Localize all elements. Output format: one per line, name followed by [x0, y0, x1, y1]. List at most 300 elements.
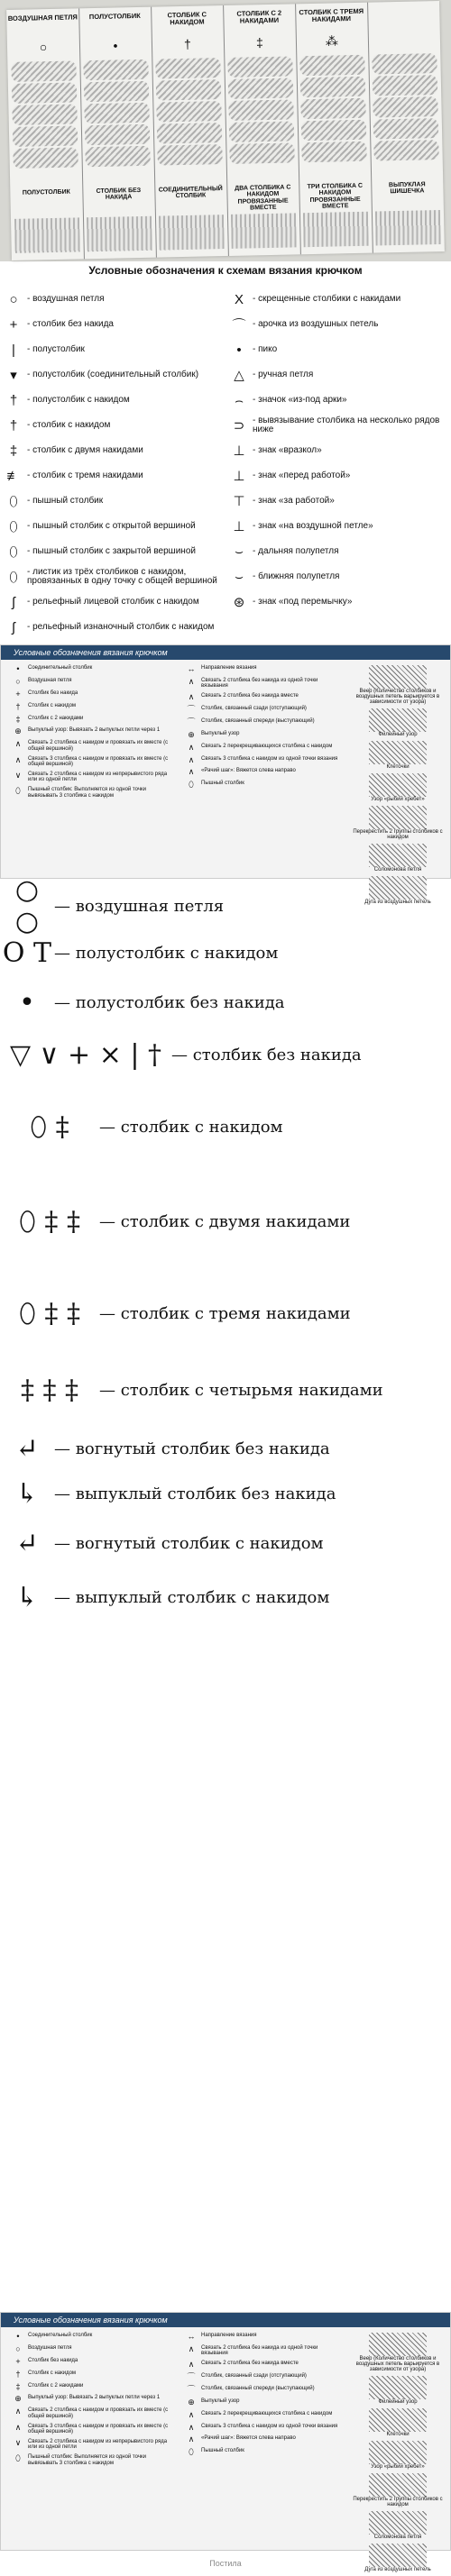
- legend-table-text: Столбик с накидом: [28, 702, 77, 708]
- legend-table-row: [181, 2435, 344, 2444]
- legend-table-text: Столбик, связанный спереди (выступающий): [201, 717, 315, 724]
- big-legend-text: — столбик без накида: [171, 1045, 362, 1064]
- pattern-diagram-label: Дуга из воздушных петель: [364, 2567, 431, 2572]
- poster-column: [367, 1, 445, 253]
- stitch-photo: [14, 217, 80, 252]
- legend-right-column: [226, 287, 451, 615]
- legend-table-row: [8, 756, 170, 768]
- stitch-symbol-icon: ⌣: [235, 569, 244, 585]
- legend-table-header: Условные обозначения вязания крючком: [1, 2313, 450, 2327]
- stitch-symbol-icon: ⬯: [15, 2453, 21, 2462]
- legend-row: [226, 388, 451, 413]
- stitch-symbol-icon: ∧: [14, 754, 22, 764]
- stitch-symbol-icon: ⊤: [233, 494, 245, 509]
- legend-table-1: [0, 644, 451, 905]
- legend-table-text: Столбик, связанный сзади (отступающий): [201, 2372, 307, 2379]
- legend-table-row: [181, 2398, 344, 2407]
- legend-table-diagrams: [353, 2333, 443, 2576]
- legend-table-text: Пышный столбик: Выполняется из одной точки вывязывать 3 столбика с накидом: [28, 786, 146, 799]
- pattern-diagram-label: Перекрестить 2 группы столбиков с накидом: [353, 829, 443, 840]
- legend-table-text: Соединительный столбик: [28, 2333, 93, 2338]
- poster-column: [151, 5, 229, 258]
- pattern-diagram: [353, 665, 443, 705]
- legend-table-row: [8, 2395, 170, 2404]
- stitch-symbol-icon: •: [19, 987, 35, 1019]
- stitch-symbol-icon: ⬯ ‡ ‡: [19, 1205, 80, 1238]
- poster-column-caption: СОЕДИНИТЕЛЬНЫЙ СТОЛБИК: [158, 186, 223, 200]
- pattern-diagram: [353, 773, 443, 802]
- legend-table-text: Пышный столбик: [201, 2448, 244, 2454]
- pattern-diagram: [353, 844, 443, 872]
- pattern-diagram-art: [369, 2333, 427, 2356]
- legend-text: - знак «вразкол»: [253, 444, 322, 455]
- big-legend-text: — воздушная петля: [54, 896, 225, 916]
- stitch-symbol-icon: +: [9, 316, 18, 333]
- pattern-diagram: [353, 708, 443, 737]
- legend-row: [226, 413, 451, 438]
- legend-table-row: [181, 768, 344, 777]
- stitch-symbol-icon: ○: [39, 40, 48, 55]
- legend-text: - полустолбик: [27, 343, 85, 354]
- stitch-symbol-icon: ∧: [188, 2422, 195, 2432]
- legend-row: [0, 362, 226, 388]
- legend-table-text: Связать 2 столбика с накидом из непрерывистого ряда или из одной петли: [28, 2438, 168, 2451]
- legend-table-text: Связать 3 столбика с накидом из одной точки вязания: [201, 2423, 338, 2429]
- big-legend-text: — полустолбик с накидом: [54, 944, 279, 963]
- legend-table-text: Столбик с 2 накидами: [28, 2382, 84, 2389]
- stitch-symbol-icon: ⊕: [14, 726, 22, 736]
- poster-column-title: СТОЛБИК С 2 НАКИДАМИ: [236, 8, 282, 25]
- legend-table-row: [181, 731, 344, 740]
- stitch-symbol-icon: †: [9, 417, 18, 434]
- legend-row: [226, 514, 451, 539]
- big-legend-text: — столбик с накидом: [99, 1117, 283, 1137]
- stitch-symbol-icon: •: [236, 342, 242, 358]
- stitch-symbol-icon: ○: [15, 676, 21, 686]
- poster-column-caption: СТОЛБИК БЕЗ НАКИДА: [96, 187, 142, 202]
- legend-table-row: [181, 2386, 344, 2395]
- legend-text: - рельефный лицевой столбик с накидом: [27, 596, 199, 607]
- legend-table-row: [181, 744, 344, 753]
- legend-table-diagrams: [353, 665, 443, 909]
- poster-column-caption: ДВА СТОЛБИКА С НАКИДОМ ПРОВЯЗАННЫЕ ВМЕСТЕ: [235, 184, 291, 212]
- pattern-diagram: [353, 2333, 443, 2372]
- legend-table-row: [181, 2424, 344, 2433]
- legend-table-column: [8, 2333, 170, 2470]
- stitch-symbol-icon: ∧: [188, 2360, 195, 2370]
- poster-column-title: [367, 6, 439, 8]
- legend-row: [0, 539, 226, 564]
- big-legend-text: — столбик с двумя накидами: [99, 1211, 351, 1231]
- legend-table-row: [8, 2358, 170, 2367]
- stitch-symbol-icon: O T: [2, 937, 52, 969]
- step-illustrations: [227, 54, 295, 181]
- poster-column-title: ПОЛУСТОЛБИК: [88, 11, 141, 22]
- stitch-symbol-icon: ⬯ ‡: [30, 1110, 69, 1143]
- legend-table-text: Связать 2 столбика с накидом и провязать их вместе (с общей вершиной): [28, 2407, 169, 2419]
- legend-table-row: [8, 2454, 170, 2466]
- legend-row: [0, 287, 226, 312]
- stitch-symbol-icon: ‡: [255, 35, 264, 50]
- legend-text: - пышный столбик: [27, 495, 104, 506]
- big-legend-text: — столбик с тремя накидами: [99, 1304, 351, 1323]
- legend-table-text: Связать 2 столбика без накида вместе: [201, 693, 299, 699]
- big-legend-text: — полустолбик без накида: [54, 993, 285, 1012]
- legend-text: - полустолбик с накидом: [27, 394, 130, 405]
- legend-row: [0, 589, 226, 615]
- legend-table-text: Связать 2 перекрещивающихся столбика с накидом: [201, 743, 333, 749]
- legend-row: [0, 388, 226, 413]
- pattern-diagram-label: Клеточки: [386, 764, 410, 770]
- legend-row: [0, 514, 226, 539]
- pattern-diagram-art: [369, 2473, 427, 2497]
- pattern-diagram: [353, 806, 443, 840]
- stitch-symbol-icon: ∧: [188, 742, 195, 752]
- legend-row: [226, 312, 451, 337]
- stitch-symbol-icon: ⬯ ‡ ‡: [19, 1298, 80, 1329]
- stitch-symbol-icon: ↳: [15, 1582, 39, 1613]
- legend-table-text: Воздушная петля: [28, 677, 72, 683]
- legend-table-text: Связать 2 столбика без накида из одной точки вязывания: [201, 677, 318, 690]
- legend-table-column: [8, 665, 170, 802]
- big-legend-row: [0, 1086, 451, 1167]
- stitch-symbol-icon: ‡: [9, 443, 18, 459]
- pattern-diagram: [353, 2473, 443, 2507]
- pattern-diagram-label: Узор «рыбий хребет»: [371, 797, 425, 802]
- stitch-photo: [87, 216, 152, 251]
- pattern-diagram-art: [369, 2408, 427, 2432]
- legend-text: - ручная петля: [253, 369, 314, 379]
- poster-column-title: ВОЗДУШНАЯ ПЕТЛЯ: [7, 13, 78, 23]
- legend-table-row: [181, 756, 344, 765]
- legend-row: [0, 463, 226, 489]
- stitch-symbol-icon: ⌣: [235, 544, 244, 560]
- pattern-diagram: [353, 2511, 443, 2540]
- legend-table-row: [8, 665, 170, 674]
- legend-table-text: Столбик с накидом: [28, 2370, 77, 2376]
- stitch-photo: [159, 215, 225, 250]
- legend-table-row: [8, 2345, 170, 2354]
- legend-table-text: Связать 2 перекрещивающихся столбика с накидом: [201, 2410, 333, 2416]
- big-legend-row: [0, 982, 451, 1023]
- stitch-symbol-icon: ⌒: [187, 2384, 196, 2394]
- legend-table-text: Воздушная петля: [28, 2344, 72, 2351]
- legend-table-text: Направление вязания: [201, 2333, 257, 2338]
- stitch-symbol-icon: ∧: [188, 692, 195, 702]
- legend-row: [0, 489, 226, 514]
- poster-column-title: СТОЛБИК С НАКИДОМ: [167, 10, 207, 27]
- stitch-symbol-icon: ∧: [188, 676, 195, 686]
- poster-sheet: [6, 1, 445, 260]
- legend-table-header: Условные обозначения вязания крючком: [1, 645, 450, 660]
- poster-column-title: СТОЛБИК С ТРЕМЯ НАКИДАМИ: [299, 6, 364, 23]
- pattern-diagram-label: Дуга из воздушных петель: [364, 900, 431, 905]
- pattern-diagram-art: [369, 741, 427, 764]
- legend-row: [226, 564, 451, 589]
- stitch-symbol-icon: ⌒: [187, 2371, 196, 2381]
- legend-table-text: Связать 2 столбика с накидом из непрерывистого ряда или из одной петли: [28, 771, 168, 783]
- stitch-symbol-icon: ‡ ‡ ‡: [20, 1375, 79, 1406]
- legend-text: - знак «под перемычку»: [253, 596, 353, 607]
- legend-table-row: [8, 678, 170, 687]
- big-legend-row: [0, 928, 451, 978]
- stitch-symbol-icon: ∧: [14, 2422, 22, 2432]
- big-legend-row: [0, 1028, 451, 1082]
- pattern-diagram-art: [369, 708, 427, 732]
- pattern-diagram-label: Филейный узор: [378, 2399, 418, 2405]
- stitch-symbol-icon: ↵: [15, 1528, 39, 1559]
- legend-row: [0, 615, 226, 640]
- pattern-diagram: [353, 741, 443, 770]
- step-illustrations: [155, 56, 223, 183]
- legend-row: [0, 438, 226, 463]
- stitch-symbol-icon: ○ ○: [14, 874, 40, 937]
- legend-table-row: [8, 2370, 170, 2380]
- legend-table-text: Связать 2 столбика без накида вместе: [201, 2361, 299, 2367]
- legend-table-text: Выпуклый узор: Вывязать 2 выпуклых петли через 1: [28, 727, 161, 734]
- pattern-diagram: [353, 2441, 443, 2470]
- stitch-symbol-icon: ↳: [15, 1478, 39, 1510]
- big-legend-text: — столбик с четырьмя накидами: [99, 1381, 383, 1400]
- legend-text: - ближняя полупетля: [253, 571, 340, 581]
- legend-text: - пико: [253, 343, 278, 354]
- poster-column: [295, 3, 373, 255]
- pattern-diagram-art: [369, 2511, 427, 2535]
- pattern-diagram-art: [369, 2441, 427, 2464]
- stitch-symbol-icon: +: [15, 2356, 21, 2366]
- pattern-diagram-art: [369, 773, 427, 797]
- pattern-diagram-label: Веер (Количество столбиков и воздушных петель варьируется в зависимости от узора): [355, 689, 440, 705]
- legend-table-row: [8, 2424, 170, 2435]
- legend-text: - столбик без накида: [27, 318, 114, 329]
- legend-table-text: Связать 2 столбика без накида из одной точки вязывания: [201, 2344, 318, 2357]
- step-illustrations: [299, 53, 367, 180]
- big-legend-row: [0, 1429, 451, 1469]
- legend-table-text: Выпуклый узор: [201, 730, 240, 736]
- big-legend-row: [0, 1357, 451, 1424]
- stitch-symbol-icon: •: [113, 38, 118, 53]
- legend-row: [0, 413, 226, 438]
- legend-text: - арочка из воздушных петель: [253, 318, 379, 329]
- legend-table-text: «Рачий шаг»: Вяжется слева направо: [201, 768, 296, 774]
- legend-table-text: Столбик, связанный спереди (выступающий): [201, 2385, 315, 2391]
- stitch-symbol-icon: ○: [15, 2343, 21, 2353]
- stitch-symbol-icon: ⌒: [232, 317, 246, 333]
- pattern-diagram: [353, 2376, 443, 2405]
- stitch-photo: [231, 213, 297, 248]
- legend-table-text: «Рачий шаг»: Вяжется слева направо: [201, 2435, 296, 2442]
- legend-table-row: [181, 2373, 344, 2382]
- stitch-symbol-icon: ↔: [187, 2332, 196, 2341]
- pattern-diagram-art: [369, 806, 427, 829]
- legend-text: - полустолбик (соединительный столбик): [27, 369, 199, 379]
- legend-table-row: [181, 693, 344, 702]
- poster-column-caption: ТРИ СТОЛБИКА С НАКИДОМ ПРОВЯЗАННЫЕ ВМЕСТЕ: [307, 182, 364, 210]
- big-legend-row: [0, 1474, 451, 1514]
- legend-table-text: Выпуклый узор: [201, 2398, 240, 2404]
- stitch-symbol-icon: †: [15, 2369, 21, 2379]
- stitch-symbol-icon: ʃ: [12, 619, 15, 635]
- pattern-diagram: [353, 2408, 443, 2437]
- poster-column-caption: ВЫПУКЛАЯ ШИШЕЧКА: [388, 181, 426, 196]
- stitch-symbol-icon: |: [12, 342, 15, 358]
- legend-table-text: Соединительный столбик: [28, 665, 93, 671]
- stitch-symbol-icon: ⊥: [233, 519, 245, 534]
- poster-column-caption: ПОЛУСТОЛБИК: [22, 188, 70, 196]
- stitch-symbol-icon: ∧: [188, 754, 195, 764]
- pattern-diagram-label: Соломонова петля: [373, 2535, 422, 2540]
- legend-text: - листик из трёх столбиков с накидом, провязанных в одну точку с общей вершиной: [27, 566, 217, 586]
- step-illustrations: [372, 51, 439, 178]
- pattern-diagram: [353, 2544, 443, 2572]
- legend-table-row: [8, 703, 170, 712]
- stitch-symbol-icon: ⬯: [189, 780, 194, 790]
- legend-table-row: [181, 2411, 344, 2420]
- big-legend-text: — выпуклый столбик без накида: [54, 1484, 336, 1503]
- big-legend-row: [0, 1275, 451, 1352]
- legend-table-row: [181, 678, 344, 690]
- legend-table-row: [181, 2361, 344, 2370]
- big-legend-text: — выпуклый столбик с накидом: [54, 1588, 330, 1607]
- stitch-symbol-icon: △: [234, 368, 244, 383]
- stitch-symbol-icon: ⊛: [233, 595, 245, 610]
- stitch-symbol-icon: ⌢: [235, 392, 244, 408]
- stitch-symbol-icon: ʃ: [12, 594, 15, 610]
- legend-table-text: Столбик без накида: [28, 690, 78, 696]
- stitch-symbol-icon: ⊃: [233, 418, 245, 434]
- legend-table-row: [181, 665, 344, 674]
- legend-table-row: [181, 706, 344, 715]
- legend-text: - столбик с тремя накидами: [27, 470, 143, 480]
- stitch-symbol-icon: ⌒: [187, 704, 196, 714]
- stitch-symbol-icon: ⊕: [14, 2394, 22, 2404]
- legend-row: [226, 337, 451, 362]
- pattern-diagram-label: Клеточки: [386, 2432, 410, 2437]
- stitch-symbol-icon: ∧: [14, 739, 22, 749]
- stitch-symbol-icon: ∧: [188, 2409, 195, 2419]
- legend-left-column: [0, 287, 226, 640]
- stitch-symbol-icon: †: [15, 701, 21, 711]
- legend-table-text: Столбик с 2 накидами: [28, 715, 84, 721]
- legend-text: - воздушная петля: [27, 293, 105, 304]
- legend-row: [0, 337, 226, 362]
- legend-table-text: Пышный столбик: [201, 781, 244, 787]
- poster-column: [6, 8, 85, 260]
- stitch-photo: [375, 210, 441, 245]
- stitch-symbol-icon: X: [234, 291, 244, 307]
- legend-row: [0, 564, 226, 589]
- stitch-symbol-icon: ⊕: [188, 2397, 195, 2407]
- legend-table-row: [181, 718, 344, 727]
- stitch-symbol-icon: ↔: [187, 664, 196, 673]
- pattern-diagram-art: [369, 665, 427, 689]
- stitch-symbol-icon: ⬯: [9, 493, 18, 509]
- stitch-symbol-icon: †: [183, 36, 192, 51]
- legend-table-row: [8, 727, 170, 736]
- pattern-diagram-label: Филейный узор: [378, 732, 418, 737]
- stitch-symbol-icon: ∨: [14, 2437, 22, 2447]
- legend-text: - знак «за работой»: [253, 495, 335, 506]
- legend-table-row: [181, 2448, 344, 2457]
- stitch-symbol-icon: ≢: [6, 468, 21, 484]
- stitch-symbol-icon: ⬯: [9, 518, 18, 534]
- legend-table-text: Пышный столбик: Выполняется из одной точки вывязывать 3 столбика с накидом: [28, 2453, 146, 2466]
- stitch-symbol-icon: +: [15, 689, 21, 699]
- legend-table-text: Связать 2 столбика с накидом и провязать их вместе (с общей вершиной): [28, 740, 169, 752]
- stitch-symbol-icon: ‡: [15, 714, 21, 724]
- stitch-symbol-icon: ⊕: [188, 729, 195, 739]
- legend-table-text: Выпуклый узор: Вывязать 2 выпуклых петли через 1: [28, 2395, 161, 2401]
- legend-row: [226, 589, 451, 615]
- big-legend-row: [0, 874, 451, 937]
- legend-row: [226, 539, 451, 564]
- legend-table-column: [181, 2333, 344, 2461]
- stitch-symbol-icon: ∧: [188, 767, 195, 777]
- stitch-symbol-icon: [368, 32, 440, 33]
- stitch-photo: [303, 212, 369, 247]
- stitch-symbol-icon: ⬯: [9, 569, 18, 585]
- legend-table-row: [8, 2407, 170, 2419]
- stitch-symbol-icon: ▽ ∨ + × | †: [9, 1038, 162, 1071]
- legend-row: [226, 463, 451, 489]
- legend-table-row: [8, 2439, 170, 2451]
- poster-column: [78, 7, 157, 260]
- stitch-symbol-icon: ↵: [15, 1433, 39, 1465]
- pattern-diagram-label: Веер (Количество столбиков и воздушных петель варьируется в зависимости от узора): [355, 2356, 440, 2372]
- legend-table-row: [181, 2345, 344, 2357]
- legend-text: - пышный столбик с открытой вершиной: [27, 520, 196, 531]
- stitch-symbol-icon: ⊥: [233, 443, 245, 459]
- stitch-symbol-icon: ▾: [10, 368, 17, 383]
- legend-row: [226, 287, 451, 312]
- pattern-diagram-art: [369, 844, 427, 867]
- pattern-diagram-art: [369, 2376, 427, 2399]
- legend-table-text: Связать 3 столбика с накидом и провязать их вместе (с общей вершиной): [28, 755, 169, 768]
- stitch-symbol-icon: ⌒: [187, 717, 196, 726]
- legend-table-text: Связать 3 столбика с накидом из одной точки вязания: [201, 755, 338, 762]
- pattern-diagram-label: Соломонова петля: [373, 867, 422, 872]
- stitch-symbol-icon: ∧: [14, 2407, 22, 2416]
- legend-table-row: [181, 781, 344, 790]
- big-legend-text: — вогнутый столбик без накида: [54, 1439, 330, 1458]
- stitch-symbol-icon: ∧: [188, 2343, 195, 2353]
- legend-table-row: [8, 716, 170, 725]
- legend-table-row: [8, 740, 170, 752]
- legend-table-row: [8, 772, 170, 783]
- stitch-symbol-icon: ⬯: [15, 785, 21, 795]
- pattern-diagram-label: Узор «рыбий хребет»: [371, 2464, 425, 2470]
- stitch-symbol-icon: ‡: [15, 2381, 21, 2391]
- legend-text: - рельефный изнаночный столбик с накидом: [27, 621, 215, 632]
- stitch-symbol-icon: †: [9, 392, 18, 408]
- stitch-symbol-icon: •: [16, 2332, 20, 2341]
- stitch-symbol-icon: ⬯: [189, 2447, 194, 2457]
- big-legend-text: — вогнутый столбик с накидом: [54, 1534, 324, 1553]
- stitch-symbol-icon: ⁂: [325, 33, 339, 49]
- legend-table-text: Направление вязания: [201, 665, 257, 671]
- watermark: Постила: [209, 2559, 242, 2568]
- step-illustrations: [11, 59, 78, 186]
- legend-text: - скрещенные столбики с накидами: [253, 293, 401, 304]
- stitch-symbol-icon: ⬯: [9, 544, 18, 560]
- legend-table-text: Столбик без накида: [28, 2357, 78, 2363]
- legend-text: - знак «на воздушной петле»: [253, 520, 373, 531]
- legend-table-row: [8, 787, 170, 799]
- stitch-symbol-icon: ∨: [14, 770, 22, 780]
- legend-table-row: [8, 690, 170, 699]
- legend-table-text: Столбик, связанный сзади (отступающий): [201, 705, 307, 711]
- legend-text: - вывязывание столбика на несколько рядов ниже: [253, 415, 440, 434]
